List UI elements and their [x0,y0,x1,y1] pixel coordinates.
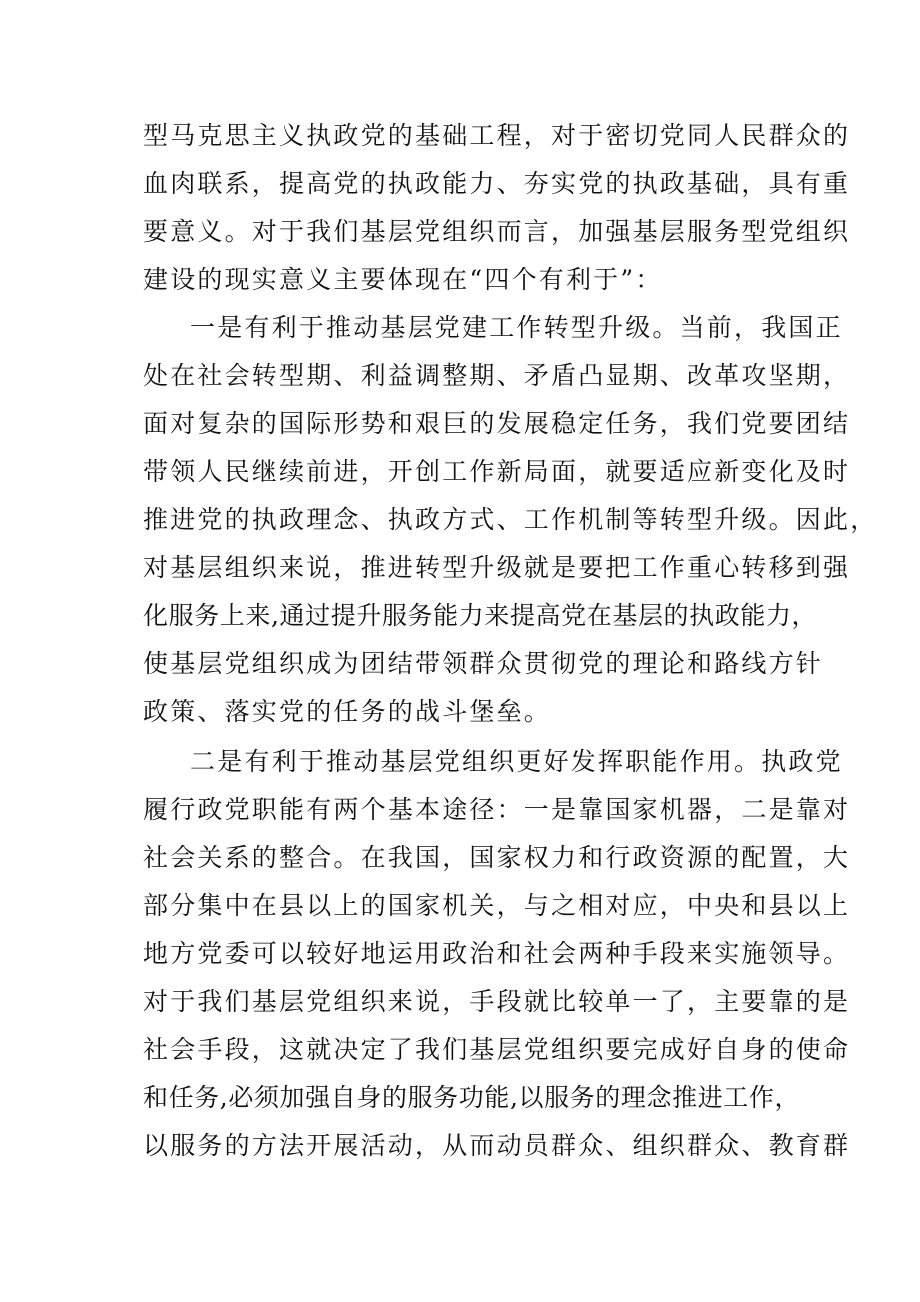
text-line: 政策、落实党的任务的战斗堡垒。 [143,697,552,726]
text-line: 对基层组织来说，推进转型升级就是要把工作重心转移到强 [143,553,851,582]
text-line: 要意义。对于我们基层党组织而言，加强基层服务型党组织 [143,217,851,246]
text-line: 社会关系的整合。在我国，国家权力和行政资源的配置，大 [143,843,851,872]
text-line: 部分集中在县以上的国家机关，与之相对应，中央和县以上 [143,891,851,920]
text-line: 以服务的方法开展活动，从而动员群众、组织群众、教育群 [143,1131,851,1160]
text-line: 地方党委可以较好地运用政治和社会两种手段来实施领导。 [143,939,851,968]
text-line: 和任务,必须加强自身的服务功能,以服务的理念推进工作， [143,1083,801,1112]
text-line: 血肉联系，提高党的执政能力、夯实党的执政基础，具有重 [143,169,851,198]
text-line: 推进党的执政理念、执政方式、工作机制等转型升级。因此， [143,505,878,534]
text-line: 履行政党职能有两个基本途径：一是靠国家机器，二是靠对 [143,795,851,824]
text-line: 对于我们基层党组织来说，手段就比较单一了，主要靠的是 [143,987,851,1016]
text-line: 使基层党组织成为团结带领群众贯彻党的理论和路线方针 [143,649,824,678]
text-line: 带领人民继续前进，开创工作新局面，就要适应新变化及时 [143,457,851,486]
paragraph-first-line: 一是有利于推动基层党建工作转型升级。当前，我国正 [190,313,843,342]
text-line: 化服务上来,通过提升服务能力来提高党在基层的执政能力， [143,601,818,630]
text-line: 面对复杂的国际形势和艰巨的发展稳定任务，我们党要团结 [143,409,851,438]
text-line: 型马克思主义执政党的基础工程，对于密切党同人民群众的 [143,121,851,150]
text-line: 处在社会转型期、利益调整期、矛盾凸显期、改革攻坚期， [143,361,851,390]
text-line: 社会手段，这就决定了我们基层党组织要完成好自身的使命 [143,1035,851,1064]
text-line: 建设的现实意义主要体现在“四个有利于”： [143,265,663,294]
paragraph-first-line: 二是有利于推动基层党组织更好发挥职能作用。执政党 [190,747,843,776]
